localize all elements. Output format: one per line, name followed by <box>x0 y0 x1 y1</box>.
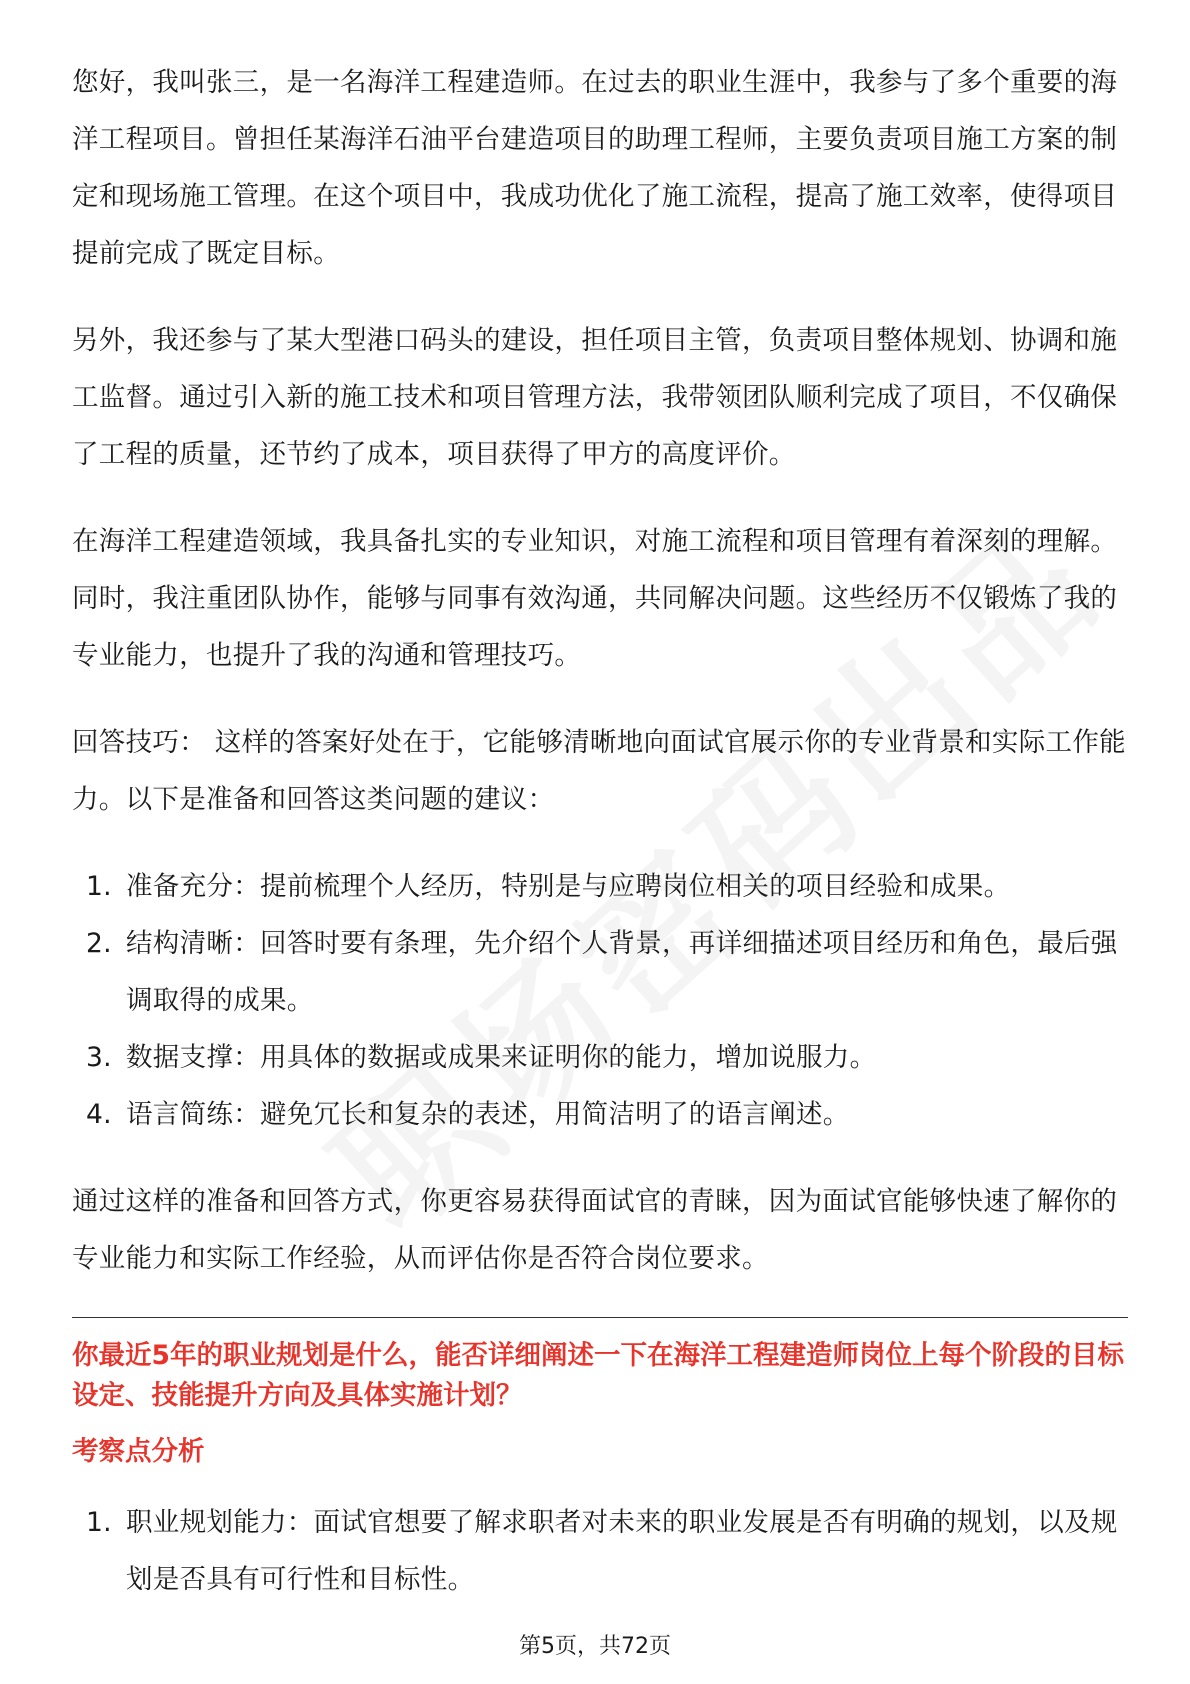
intro-paragraph: 您好，我叫张三，是一名海洋工程建造师。在过去的职业生涯中，我参与了多个重要的海洋工程项目。曾担任某海洋石油平台建造项目的助理工程师，主要负责项目施工方案的制定和现场施工管理。在这个项目中，我成功优化了施工流程，提高了施工效率，使得项目提前完成了既定目标。 <box>72 67 1118 269</box>
answer-tips-paragraph: 回答技巧： 这样的答案好处在于，它能够清晰地向面试官展示你的专业背景和实际工作能力。以下是准备和回答这类问题的建议： <box>72 727 1126 815</box>
list-item-number: 3. <box>86 1042 112 1073</box>
page-footer: 第5页，共72页 <box>519 1634 671 1659</box>
list-item <box>72 1494 1128 1608</box>
analysis-heading: 考察点分析 <box>72 1436 205 1467</box>
list-item-text: 结构清晰：回答时要有条理，先介绍个人背景，再详细描述项目经历和角色，最后强调取得的成果。 <box>126 928 1118 1016</box>
list-item-number: 1. <box>86 1507 112 1538</box>
section-divider <box>72 1317 1128 1318</box>
list-item <box>72 1029 1128 1086</box>
document-page <box>72 54 1128 1638</box>
list-item <box>72 915 1128 1029</box>
closing-paragraph: 通过这样的准备和回答方式，你更容易获得面试官的青睐，因为面试官能够快速了解你的专业能力和实际工作经验，从而评估你是否符合岗位要求。 <box>72 1186 1118 1274</box>
skills-paragraph: 在海洋工程建造领域，我具备扎实的专业知识，对施工流程和项目管理有着深刻的理解。同时，我注重团队协作，能够与同事有效沟通，共同解决问题。这些经历不仅锻炼了我的专业能力，也提升了我的沟通和管理技巧。 <box>72 526 1118 671</box>
list-item-text: 语言简练：避免冗长和复杂的表述，用简洁明了的语言阐述。 <box>126 1099 850 1130</box>
list-item-text: 准备充分：提前梳理个人经历，特别是与应聘岗位相关的项目经验和成果。 <box>126 871 1011 902</box>
list-item-number: 2. <box>86 928 112 959</box>
interview-question: 你最近5年的职业规划是什么，能否详细阐述一下在海洋工程建造师岗位上每个阶段的目标设定、技能提升方向及具体实施计划？ <box>72 1340 1124 1411</box>
tips-list <box>72 858 1128 1143</box>
list-item <box>72 858 1128 915</box>
experience-paragraph: 另外，我还参与了某大型港口码头的建设，担任项目主管，负责项目整体规划、协调和施工监督。通过引入新的施工技术和项目管理方法，我带领团队顺利完成了项目，不仅确保了工程的质量，还节约了成本，项目获得了甲方的高度评价。 <box>72 325 1118 470</box>
list-item-number: 1. <box>86 871 112 902</box>
list-item-number: 4. <box>86 1099 112 1130</box>
list-item-text: 职业规划能力：面试官想要了解求职者对未来的职业发展是否有明确的规划，以及规划是否具有可行性和目标性。 <box>126 1507 1118 1595</box>
list-item <box>72 1086 1128 1143</box>
analysis-list <box>72 1494 1128 1608</box>
list-item-text: 数据支撑：用具体的数据或成果来证明你的能力，增加说服力。 <box>126 1042 877 1073</box>
